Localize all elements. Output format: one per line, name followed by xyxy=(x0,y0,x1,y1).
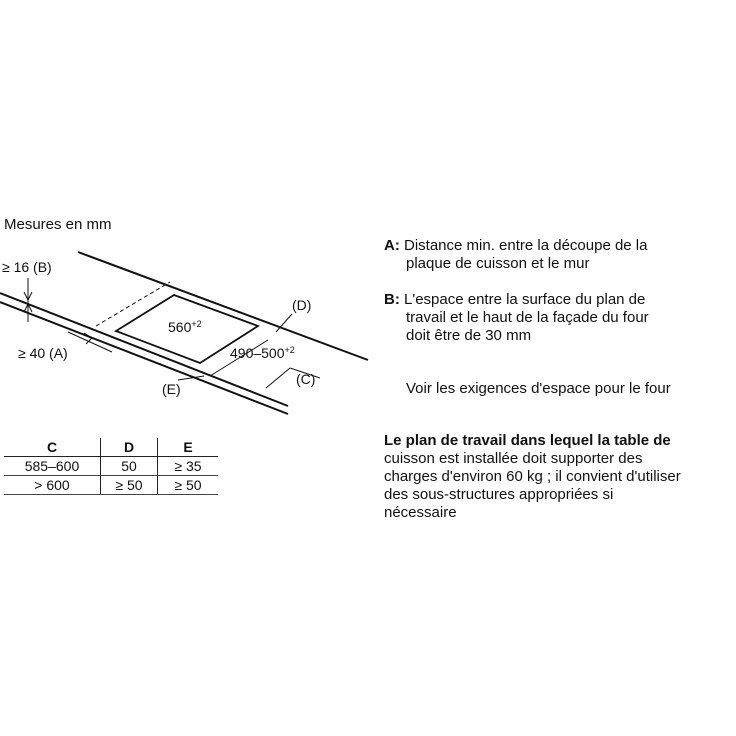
note-line1: Le plan de travail dans lequel la table de xyxy=(384,432,671,449)
table-cell: ≥ 35 xyxy=(158,457,219,476)
legend-a-line2: plaque de cuisson et le mur xyxy=(406,255,590,272)
note-line5: nécessaire xyxy=(384,504,457,521)
header-e: E xyxy=(158,438,219,457)
label-b: ≥ 16 (B) xyxy=(2,259,52,275)
note-line2: cuisson est installée doit supporter des xyxy=(384,450,643,467)
table-cell: 50 xyxy=(101,457,158,476)
label-a: ≥ 40 (A) xyxy=(18,345,68,361)
diagram-title: Mesures en mm xyxy=(4,216,112,233)
label-width-value: 560 xyxy=(168,319,192,335)
label-depth-value: 490–500 xyxy=(230,345,285,361)
table-row xyxy=(4,476,218,495)
label-d: (D) xyxy=(292,297,312,313)
note-line4: des sous-structures appropriées si xyxy=(384,486,614,503)
legend-a xyxy=(384,237,729,273)
dim-c-line xyxy=(266,368,290,388)
header-c: C xyxy=(4,438,101,457)
note-line3: charges d'environ 60 kg ; il convient d'utiliser xyxy=(384,468,681,485)
worktop-back-edge xyxy=(78,252,368,360)
cutout-diagram xyxy=(0,0,380,430)
legend-a-key: A: xyxy=(384,237,400,254)
table-cell: > 600 xyxy=(4,476,101,495)
legend-b xyxy=(384,291,729,345)
table-cell: ≥ 50 xyxy=(101,476,158,495)
label-c: (C) xyxy=(296,371,316,387)
label-e: (E) xyxy=(162,381,181,397)
header-d: D xyxy=(101,438,158,457)
label-width xyxy=(168,319,202,335)
table-row xyxy=(4,457,218,476)
label-depth-sup: +2 xyxy=(284,345,295,355)
label-width-sup: +2 xyxy=(191,319,202,329)
label-depth xyxy=(230,345,295,361)
legend-a-line1: Distance min. entre la découpe de la xyxy=(404,237,648,254)
legend-b-line2: travail et le haut de la façade du four xyxy=(406,309,649,326)
table-cell: ≥ 50 xyxy=(158,476,219,495)
legend-b-key: B: xyxy=(384,291,400,308)
table-cell: 585–600 xyxy=(4,457,101,476)
table-header-row xyxy=(4,438,218,457)
legend-b-line3: doit être de 30 mm xyxy=(406,327,532,344)
worktop-load-note xyxy=(384,432,729,522)
oven-requirements-note: Voir les exigences d'espace pour le four xyxy=(406,380,671,397)
clearance-table xyxy=(4,438,218,495)
legend-b-line1: L'espace entre la surface du plan de xyxy=(404,291,646,308)
